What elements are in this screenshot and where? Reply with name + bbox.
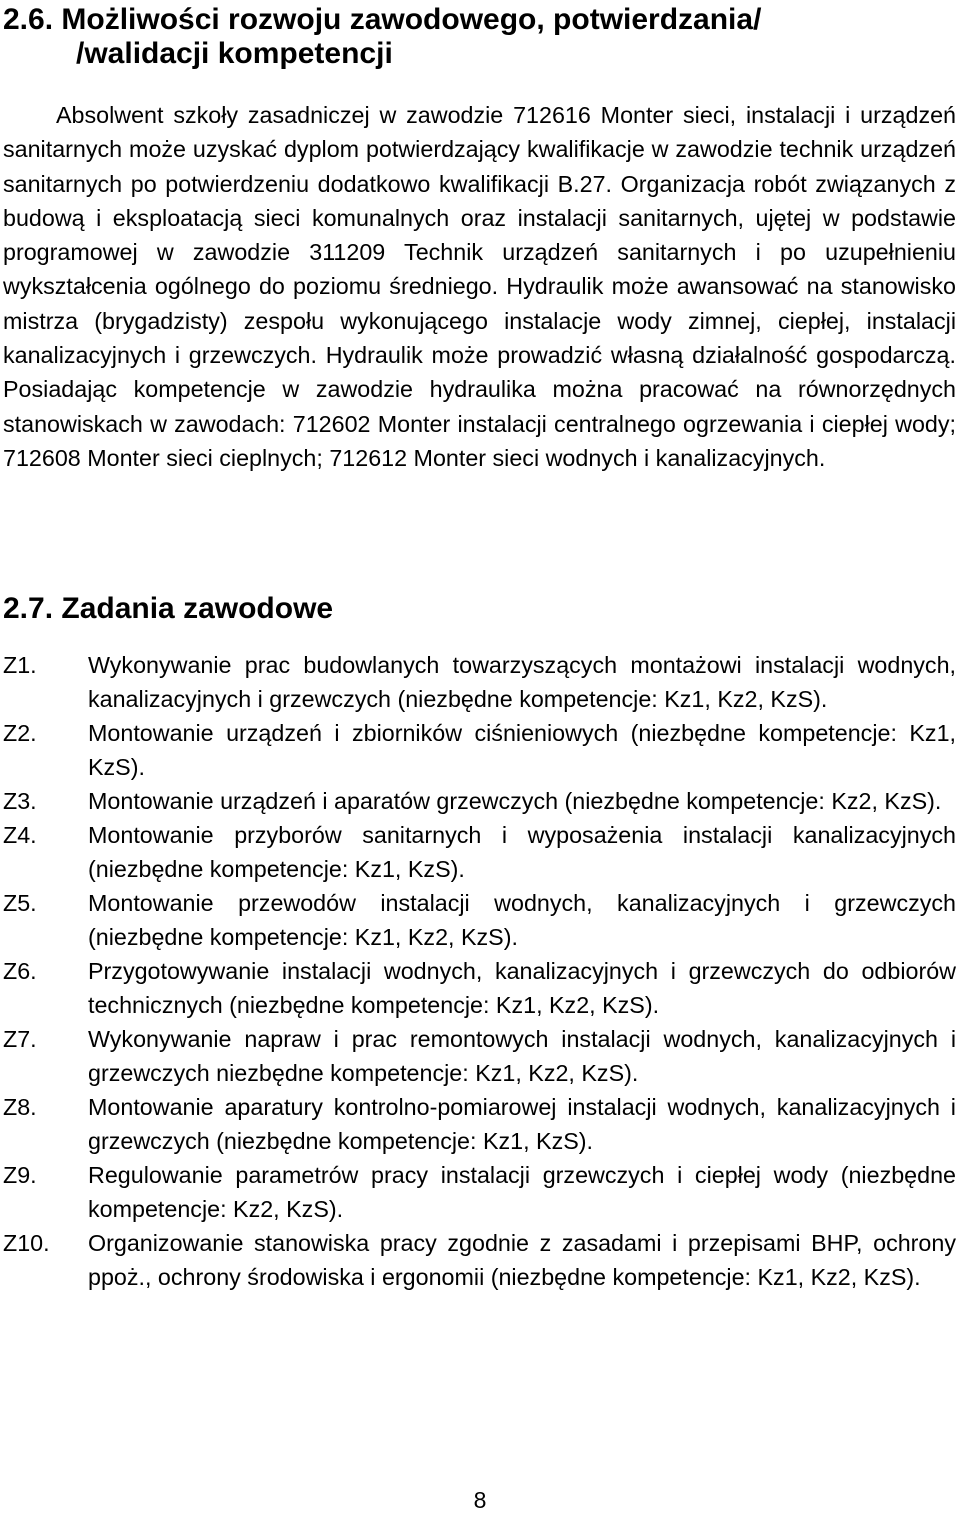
task-code: Z1. (3, 652, 37, 678)
section-heading-2-6 (3, 3, 956, 71)
task-item (3, 1158, 956, 1226)
task-text: Montowanie przyborów sanitarnych i wyposażenia instalacji kanalizacyjnych (niezbędne kompetencje: Kz1, KzS). (88, 822, 956, 882)
task-text: Montowanie przewodów instalacji wodnych, kanalizacyjnych i grzewczych (niezbędne kompetencje: Kz1, Kz2, KzS). (88, 890, 956, 950)
task-code: Z7. (3, 1026, 37, 1052)
task-code: Z5. (3, 890, 37, 916)
task-code: Z4. (3, 822, 37, 848)
section-heading-2-7: 2.7. Zadania zawodowe (3, 592, 334, 625)
task-item (3, 1226, 956, 1294)
task-item (3, 818, 956, 886)
task-text: Wykonywanie prac budowlanych towarzyszących montażowi instalacji wodnych, kanalizacyjnych i grzewczych (niezbędne kompetencje: Kz1, Kz2, KzS). (88, 652, 956, 712)
task-code: Z10. (3, 1230, 50, 1256)
task-text: Montowanie urządzeń i aparatów grzewczych (niezbędne kompetencje: Kz2, KzS). (88, 788, 942, 814)
task-text: Wykonywanie napraw i prac remontowych instalacji wodnych, kanalizacyjnych i grzewczych niezbędne kompetencje: Kz1, Kz2, KzS). (88, 1026, 956, 1086)
task-code: Z9. (3, 1162, 37, 1188)
task-code: Z8. (3, 1094, 37, 1120)
task-text: Przygotowywanie instalacji wodnych, kanalizacyjnych i grzewczych do odbiorów technicznych (niezbędne kompetencje: Kz1, Kz2, KzS). (88, 958, 956, 1018)
task-item (3, 1090, 956, 1158)
task-text: Montowanie aparatury kontrolno-pomiarowej instalacji wodnych, kanalizacyjnych i grzewczych (niezbędne kompetencje: Kz1, KzS). (88, 1094, 956, 1154)
section-heading-2-6-line2: /walidacji kompetencji (76, 37, 393, 70)
section-2-6-paragraph: Absolwent szkoły zasadniczej w zawodzie 712616 Monter sieci, instalacji i urządzeń sanitarnych może uzyskać dyplom potwierdzający kwalifikacje w zawodzie technik urządzeń sanitarnych po potwierdzeniu dodatkowo kwalifikacji B.27. Organizacja robót związanych z budową i eksploatacją sieci komunalnych oraz instalacji sanitarnych, ujętej w podstawie programowej w zawodzie 311209 Technik urządzeń sanitarnych i po uzupełnieniu wykształcenia ogólnego do poziomu średniego. Hydraulik może awansować na stanowisko mistrza (brygadzisty) zespołu wykonującego instalacje wody zimnej, ciepłej, instalacji kanalizacyjnych i grzewczych. Hydraulik może prowadzić własną działalność gospodarczą. Posiadając kompetencje w zawodzie hydraulika można pracować na równorzędnych stanowiskach w zawodach: 712602 Monter instalacji centralnego ogrzewania i ciepłej wody; 712608 Monter sieci cieplnych; 712612 Monter sieci wodnych i kanalizacyjnych. (3, 102, 956, 471)
page-number: 8 (473, 1487, 487, 1513)
task-code: Z3. (3, 788, 37, 814)
task-item (3, 954, 956, 1022)
task-item (3, 716, 956, 784)
task-item (3, 886, 956, 954)
task-text: Montowanie urządzeń i zbiorników ciśnieniowych (niezbędne kompetencje: Kz1, KzS). (88, 720, 956, 780)
task-list (3, 648, 956, 1294)
task-item (3, 648, 956, 716)
task-code: Z2. (3, 720, 37, 746)
task-text: Regulowanie parametrów pracy instalacji grzewczych i ciepłej wody (niezbędne kompetencje: Kz2, KzS). (88, 1162, 956, 1222)
task-text: Organizowanie stanowiska pracy zgodnie z zasadami i przepisami BHP, ochrony ppoż., ochrony środowiska i ergonomii (niezbędne kompetencje: Kz1, Kz2, KzS). (88, 1230, 956, 1290)
section-heading-2-6-line1: 2.6. Możliwości rozwoju zawodowego, potwierdzania/ (3, 3, 762, 36)
task-code: Z6. (3, 958, 37, 984)
task-item (3, 1022, 956, 1090)
task-item (3, 784, 956, 818)
